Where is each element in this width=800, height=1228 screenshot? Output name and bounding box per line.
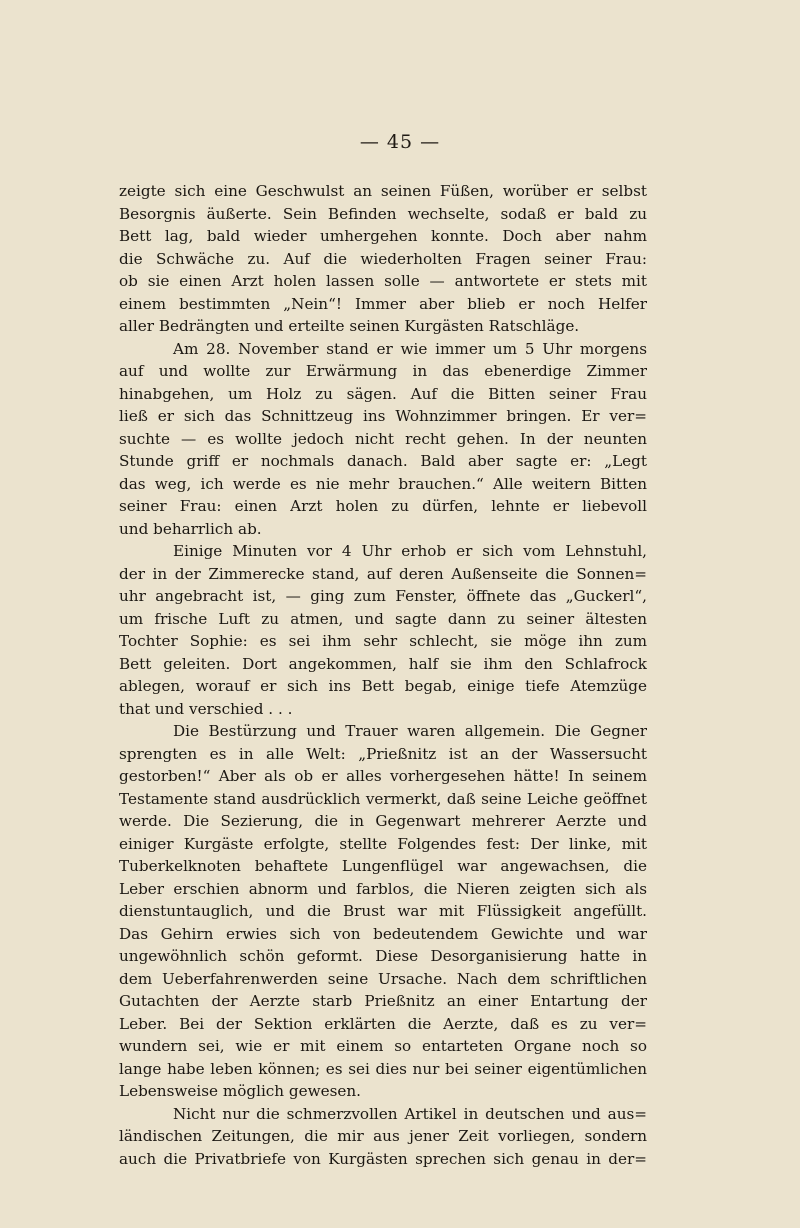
- text-line: werde. Die Sezierung, die in Gegenwart mehrerer Aerzte und: [119, 812, 647, 830]
- text-line: auf und wollte zur Erwärmung in das ebenerdige Zimmer: [119, 362, 647, 380]
- text-line: dienstuntauglich, und die Brust war mit Flüssigkeit angefüllt.: [119, 902, 647, 920]
- text-line: der in der Zimmerecke stand, auf deren Außenseite die Sonnen=: [119, 564, 647, 583]
- text-line: Tuberkelknoten behaftete Lungenflügel war angewachsen, die: [119, 857, 647, 875]
- text-line: Besorgnis äußerte. Sein Befinden wechselte, sodaß er bald zu: [119, 204, 647, 223]
- text-line: zeigte sich eine Geschwulst an seinen Füßen, worüber er selbst: [119, 182, 647, 200]
- text-line: seiner Frau: einen Arzt holen zu dürfen, lehnte er liebevoll: [119, 497, 647, 515]
- text-line: die Schwäche zu. Auf die wiederholten Fragen seiner Frau:: [119, 249, 647, 268]
- body-text: [119, 180, 647, 1170]
- text-line: Bett lag, bald wieder umhergehen konnte. Doch aber nahm: [119, 227, 647, 245]
- text-line: Nicht nur die schmerzvollen Artikel in deutschen und aus=: [173, 1104, 647, 1123]
- text-line: Lebensweise möglich gewesen.: [119, 1082, 361, 1100]
- text-line: Einige Minuten vor 4 Uhr erhob er sich vom Lehnstuhl,: [173, 542, 647, 560]
- text-line: um frische Luft zu atmen, und sagte dann zu seiner ältesten: [119, 609, 647, 628]
- page-number: — 45 —: [359, 131, 441, 153]
- text-line: Am 28. November stand er wie immer um 5 Uhr morgens: [173, 339, 647, 358]
- text-line: uhr angebracht ist, — ging zum Fenster, öffnete das „Guckerl“,: [119, 587, 647, 605]
- text-line: einiger Kurgäste erfolgte, stellte Folgendes fest: Der linke, mit: [119, 834, 647, 853]
- text-line: that und verschied . . .: [119, 699, 293, 718]
- text-line: suchte — es wollte jedoch nicht recht gehen. In der neunten: [119, 429, 647, 448]
- text-line: lange habe leben können; es sei dies nur bei seiner eigentümlichen: [119, 1059, 647, 1078]
- text-line: Gutachten der Aerzte starb Prießnitz an einer Entartung der: [119, 992, 647, 1010]
- text-line: Leber erschien abnorm und farblos, die Nieren zeigten sich als: [119, 879, 647, 898]
- text-line: das weg, ich werde es nie mehr brauchen.“ Alle weitern Bitten: [119, 474, 647, 493]
- text-line: Stunde griff er nochmals danach. Bald aber sagte er: „Legt: [119, 452, 647, 470]
- text-line: Testamente stand ausdrücklich vermerkt, daß seine Leiche geöffnet: [119, 789, 647, 808]
- text-line: gestorben!“ Aber als ob er alles vorhergesehen hätte! In seinem: [119, 767, 647, 785]
- text-line: Die Bestürzung und Trauer waren allgemein. Die Gegner: [173, 722, 647, 740]
- text-line: Bett geleiten. Dort angekommen, half sie ihm den Schlafrock: [119, 654, 647, 673]
- text-line: aller Bedrängten und erteilte seinen Kurgästen Ratschläge.: [119, 317, 580, 335]
- text-line: einem bestimmten „Nein“! Immer aber blieb er noch Helfer: [119, 294, 647, 313]
- text-line: ungewöhnlich schön geformt. Diese Desorganisierung hatte in: [119, 947, 647, 965]
- text-line: dem Ueberfahrenwerden seine Ursache. Nach dem schriftlichen: [119, 969, 647, 988]
- text-line: auch die Privatbriefe von Kurgästen sprechen sich genau in der=: [119, 1149, 647, 1168]
- text-line: Das Gehirn erwies sich von bedeutendem Gewichte und war: [119, 924, 647, 943]
- text-line: Tochter Sophie: es sei ihm sehr schlecht, sie möge ihn zum: [119, 632, 647, 650]
- text-line: und beharrlich ab.: [119, 519, 262, 538]
- text-line: wundern sei, wie er mit einem so entarteten Organe noch so: [119, 1037, 647, 1055]
- text-line: ländischen Zeitungen, die mir aus jener Zeit vorliegen, sondern: [119, 1127, 647, 1145]
- text-line: sprengten es in alle Welt: „Prießnitz ist an der Wassersucht: [119, 744, 647, 763]
- text-line: ließ er sich das Schnittzeug ins Wohnzimmer bringen. Er ver=: [119, 407, 647, 425]
- text-line: ob sie einen Arzt holen lassen solle — antwortete er stets mit: [119, 272, 647, 290]
- text-line: Leber. Bei der Sektion erklärten die Aerzte, daß es zu ver=: [119, 1014, 647, 1033]
- text-line: hinabgehen, um Holz zu sägen. Auf die Bitten seiner Frau: [119, 384, 647, 403]
- text-line: ablegen, worauf er sich ins Bett begab, einige tiefe Atemzüge: [119, 677, 647, 695]
